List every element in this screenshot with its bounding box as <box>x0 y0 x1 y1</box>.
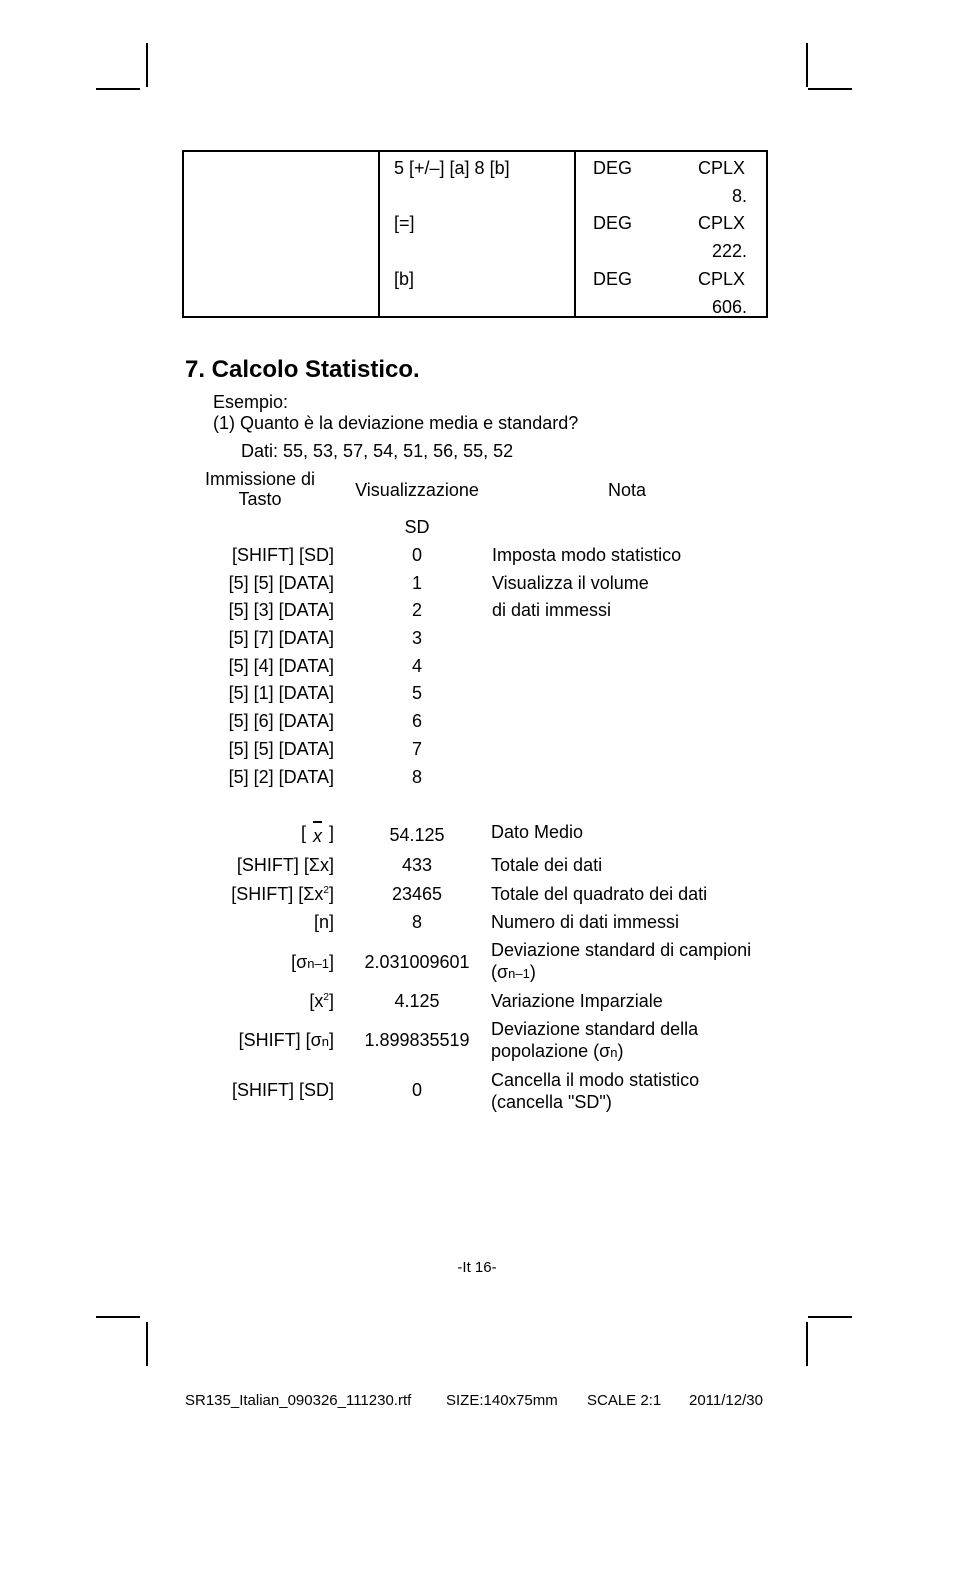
row-display: 0 <box>411 545 422 565</box>
table-value: 8. <box>731 186 747 206</box>
table-keys: [b] <box>394 269 415 289</box>
crop-mark <box>96 88 140 90</box>
header-keys-line2: Tasto <box>238 489 282 509</box>
header-display: Visualizzazione <box>355 480 479 500</box>
count-note: Numero di dati immessi <box>491 912 680 932</box>
row-display: 4 <box>411 656 422 676</box>
mean-note: Dato Medio <box>491 822 584 842</box>
table-mode: DEG <box>593 213 633 233</box>
count-key: [n] <box>313 912 334 932</box>
row-keys: [5] [4] [DATA] <box>228 656 334 676</box>
variance-key: $[x^2]$ <box>309 991 334 1011</box>
clear-key: [SHIFT] [SD] <box>231 1080 334 1100</box>
sum-key: [SHIFT] [Σx] <box>236 855 334 875</box>
crop-mark <box>146 1322 148 1366</box>
table-value: 606. <box>711 297 747 317</box>
crop-mark <box>806 1322 808 1366</box>
sd-indicator: SD <box>404 517 430 537</box>
sumsq-display: 23465 <box>391 884 443 904</box>
count-display: 8 <box>411 912 422 932</box>
sigma-n-display: 1.899835519 <box>364 1030 470 1050</box>
sumsq-key: [SHIFT] $[\Sigma x^2]$ <box>231 884 334 904</box>
example-question: (1) Quanto è la deviazione media e standard? <box>213 413 579 433</box>
row-keys: [5] [2] [DATA] <box>228 767 334 787</box>
sigma-n1-display: 2.031009601 <box>364 952 470 972</box>
footer-scale: SCALE 2:1 <box>587 1392 662 1409</box>
example-label: Esempio: <box>213 392 289 412</box>
row-keys: [SHIFT] [SD] <box>231 545 334 565</box>
table-flag: CPLX <box>698 158 746 178</box>
mean-display: 54.125 <box>389 825 445 845</box>
sigma-n1-note: Deviazione standard di campioni (σn–1) <box>491 940 752 982</box>
footer-size: SIZE:140x75mm <box>446 1392 558 1409</box>
sigma-n1-key: [σn–1] <box>291 952 334 972</box>
row-note: Imposta modo statistico <box>492 545 682 565</box>
row-display: 5 <box>411 683 422 703</box>
sumsq-note: Totale del quadrato dei dati <box>491 884 708 904</box>
row-display: 7 <box>411 739 422 759</box>
crop-mark <box>146 43 148 87</box>
crop-mark <box>808 88 852 90</box>
table-flag: CPLX <box>698 269 746 289</box>
table-mode: DEG <box>593 269 633 289</box>
row-display: 8 <box>411 767 422 787</box>
row-keys: [5] [7] [DATA] <box>228 628 334 648</box>
row-keys: [5] [5] [DATA] <box>228 573 334 593</box>
table-mode: DEG <box>593 158 633 178</box>
table-divider <box>574 152 576 316</box>
header-note: Nota <box>607 480 647 500</box>
footer-date: 2011/12/30 <box>689 1392 763 1409</box>
header-keys-line1: Immissione di <box>204 469 316 489</box>
sigma-n-key: [SHIFT] [σn] <box>238 1030 334 1050</box>
row-note: Visualizza il volume <box>492 573 649 593</box>
crop-mark <box>808 1316 852 1318</box>
table-keys: 5 [+/–] [a] 8 [b] <box>394 158 510 178</box>
section-title: 7. Calcolo Statistico. <box>185 356 420 383</box>
variance-display: 4.125 <box>394 991 440 1011</box>
variance-note: Variazione Imparziale <box>491 991 663 1011</box>
example-data: Dati: 55, 53, 57, 54, 51, 56, 55, 52 <box>241 441 514 461</box>
header-keys <box>190 469 330 509</box>
row-keys: [5] [3] [DATA] <box>228 600 334 620</box>
page-number: -It 16- <box>457 1259 497 1276</box>
sum-note: Totale dei dati <box>491 855 603 875</box>
row-keys: [5] [6] [DATA] <box>228 711 334 731</box>
table-divider <box>378 152 380 316</box>
row-note: di dati immessi <box>492 600 612 620</box>
table-flag: CPLX <box>698 213 746 233</box>
table-keys: [=] <box>394 213 415 233</box>
crop-mark <box>806 43 808 87</box>
row-display: 1 <box>411 573 422 593</box>
crop-mark <box>96 1316 140 1318</box>
row-display: 3 <box>411 628 422 648</box>
footer-file: SR135_Italian_090326_111230.rtf <box>185 1392 412 1409</box>
sigma-n-note: Deviazione standard della popolazione (σn) <box>491 1019 699 1061</box>
row-keys: [5] [5] [DATA] <box>228 739 334 759</box>
mean-key: [ x ] <box>300 823 334 846</box>
row-display: 2 <box>411 600 422 620</box>
sum-display: 433 <box>401 855 433 875</box>
row-keys: [5] [1] [DATA] <box>228 683 334 703</box>
row-display: 6 <box>411 711 422 731</box>
x-bar-symbol: x <box>312 826 322 846</box>
clear-note: Cancella il modo statistico (cancella "SD") <box>491 1070 700 1112</box>
table-value: 222. <box>711 241 747 261</box>
clear-display: 0 <box>411 1080 422 1100</box>
